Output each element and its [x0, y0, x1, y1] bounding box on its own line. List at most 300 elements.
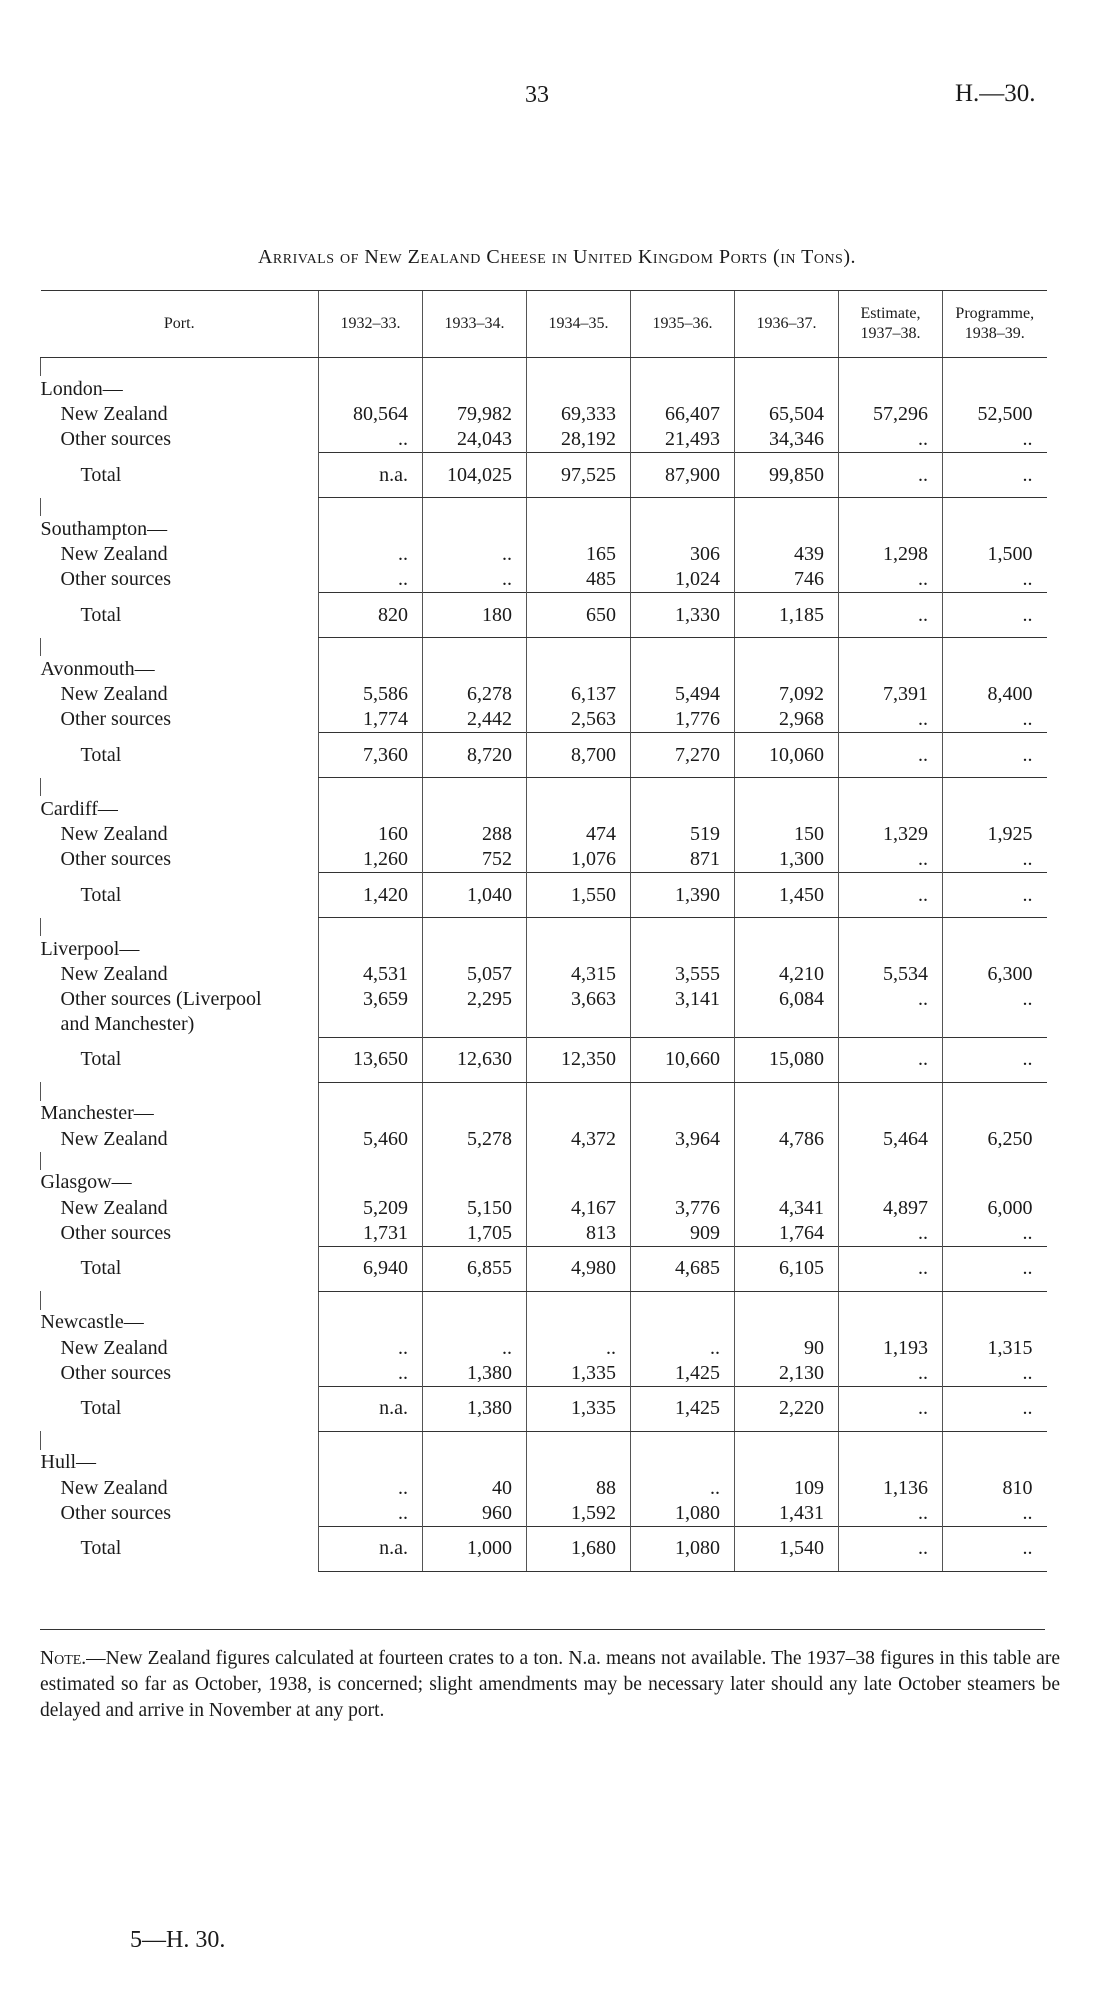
- total-cell: ..: [943, 1526, 1047, 1571]
- total-cell: ..: [943, 873, 1047, 918]
- spacer-cell: [41, 498, 319, 517]
- empty-cell: [527, 936, 631, 962]
- empty-cell: [943, 1170, 1047, 1196]
- spacer-cell: [319, 1291, 423, 1310]
- value-cell: ..: [943, 1221, 1047, 1247]
- empty-cell: [527, 1450, 631, 1476]
- empty-cell: [735, 796, 839, 822]
- row-label: [41, 1501, 319, 1527]
- total-cell: 15,080: [735, 1037, 839, 1082]
- spacer-cell: [319, 778, 423, 797]
- spacer-row: [41, 1152, 1047, 1170]
- value-cell: 5,460: [319, 1127, 423, 1152]
- empty-cell: [319, 656, 423, 682]
- value-cell: 5,586: [319, 682, 423, 707]
- value-cell: 1,080: [631, 1501, 735, 1527]
- value-cell: 6,137: [527, 682, 631, 707]
- spacer-cell: [423, 778, 527, 797]
- empty-cell: [839, 1310, 943, 1336]
- row-label-text: New Zealand: [60, 823, 168, 845]
- value-cell: ..: [943, 1361, 1047, 1387]
- value-cell: 909: [631, 1221, 735, 1247]
- empty-cell: [319, 1310, 423, 1336]
- total-label: Total: [80, 1397, 122, 1419]
- value-cell: 150: [735, 822, 839, 847]
- value-cell: 1,329: [839, 822, 943, 847]
- value-cell: 24,043: [423, 427, 527, 453]
- document-reference: H.—30.: [955, 80, 1036, 107]
- value-cell: 288: [423, 822, 527, 847]
- empty-cell: [943, 1101, 1047, 1127]
- value-cell: ..: [527, 1336, 631, 1361]
- total-cell: 1,335: [527, 1386, 631, 1431]
- empty-cell: [319, 936, 423, 962]
- value-cell: 746: [735, 567, 839, 593]
- total-cell: n.a.: [319, 1386, 423, 1431]
- row-label: [41, 1361, 319, 1387]
- row-label: [41, 847, 319, 873]
- spacer-cell: [41, 1291, 319, 1310]
- spacer-cell: [631, 1082, 735, 1101]
- total-cell: 1,080: [631, 1526, 735, 1571]
- empty-cell: [423, 516, 527, 542]
- total-row: [41, 733, 1047, 778]
- value-cell: [631, 1012, 735, 1037]
- value-cell: 1,024: [631, 567, 735, 593]
- port-name: Avonmouth—: [40, 657, 155, 680]
- empty-cell: [943, 1450, 1047, 1476]
- value-cell: 7,092: [735, 682, 839, 707]
- table-row: [41, 682, 1047, 707]
- spacer-cell: [423, 638, 527, 657]
- value-cell: 88: [527, 1476, 631, 1501]
- total-cell: 87,900: [631, 453, 735, 498]
- total-cell: 10,060: [735, 733, 839, 778]
- value-cell: 6,300: [943, 962, 1047, 987]
- total-row: [41, 873, 1047, 918]
- spacer-cell: [527, 918, 631, 937]
- empty-cell: [631, 376, 735, 402]
- value-cell: 1,500: [943, 542, 1047, 567]
- column-header: 1932–33.: [319, 291, 423, 358]
- value-cell: 2,295: [423, 987, 527, 1012]
- total-label: Total: [80, 463, 122, 486]
- column-header: 1933–34.: [423, 291, 527, 358]
- value-cell: 5,209: [319, 1196, 423, 1221]
- footer-reference: 5—H. 30.: [130, 1927, 226, 1953]
- spacer-cell: [527, 638, 631, 657]
- value-cell: 474: [527, 822, 631, 847]
- total-cell: 1,420: [319, 873, 423, 918]
- total-row: [41, 1386, 1047, 1431]
- spacer-cell: [423, 1291, 527, 1310]
- table-row: [41, 1361, 1047, 1387]
- empty-cell: [839, 796, 943, 822]
- total-label: Total: [80, 603, 122, 626]
- value-cell: 2,130: [735, 1361, 839, 1387]
- value-cell: 1,425: [631, 1361, 735, 1387]
- total-cell: 6,855: [423, 1246, 527, 1291]
- note-lead: Note.: [40, 1648, 87, 1669]
- total-cell: 10,660: [631, 1037, 735, 1082]
- spacer-cell: [41, 358, 319, 377]
- empty-cell: [735, 1450, 839, 1476]
- spacer-cell: [943, 358, 1047, 377]
- port-header-row: [41, 1170, 1047, 1196]
- column-header: Programme, 1938–39.: [943, 291, 1047, 358]
- row-label: [41, 542, 319, 567]
- row-label-text: Other sources: [60, 708, 172, 731]
- value-cell: 2,442: [423, 707, 527, 733]
- table-row: [41, 987, 1047, 1012]
- total-cell: ..: [839, 733, 943, 778]
- spacer-cell: [839, 1152, 943, 1170]
- total-cell: 650: [527, 593, 631, 638]
- table-row: [41, 542, 1047, 567]
- value-cell: ..: [319, 1336, 423, 1361]
- value-cell: 6,278: [423, 682, 527, 707]
- port-header-row: [41, 936, 1047, 962]
- spacer-cell: [943, 918, 1047, 937]
- value-cell: 4,341: [735, 1196, 839, 1221]
- spacer-cell: [41, 1152, 319, 1170]
- value-cell: 1,431: [735, 1501, 839, 1527]
- empty-cell: [631, 1170, 735, 1196]
- value-cell: 5,464: [839, 1127, 943, 1152]
- arrivals-table: [40, 290, 1047, 1572]
- empty-cell: [527, 516, 631, 542]
- port-name: Glasgow—: [40, 1171, 132, 1193]
- value-cell: ..: [943, 987, 1047, 1012]
- spacer-cell: [631, 918, 735, 937]
- spacer-cell: [839, 358, 943, 377]
- value-cell: 3,555: [631, 962, 735, 987]
- value-cell: 485: [527, 567, 631, 593]
- column-header: Estimate, 1937–38.: [839, 291, 943, 358]
- value-cell: 4,531: [319, 962, 423, 987]
- value-cell: 65,504: [735, 402, 839, 427]
- spacer-cell: [839, 778, 943, 797]
- value-cell: ..: [839, 987, 943, 1012]
- value-cell: 4,315: [527, 962, 631, 987]
- row-label: [41, 962, 319, 987]
- empty-cell: [735, 1170, 839, 1196]
- empty-cell: [527, 1310, 631, 1336]
- value-cell: 80,564: [319, 402, 423, 427]
- value-cell: ..: [319, 1361, 423, 1387]
- port-header-row: [41, 1450, 1047, 1476]
- spacer-cell: [943, 1152, 1047, 1170]
- total-label: Total: [80, 743, 122, 766]
- empty-cell: [839, 1101, 943, 1127]
- row-label-text: New Zealand: [60, 963, 168, 985]
- value-cell: ..: [631, 1336, 735, 1361]
- row-label-text: New Zealand: [60, 1476, 168, 1499]
- total-cell: 1,040: [423, 873, 527, 918]
- empty-cell: [735, 1101, 839, 1127]
- total-cell: 1,540: [735, 1526, 839, 1571]
- spacer-row: [41, 358, 1047, 377]
- value-cell: 519: [631, 822, 735, 847]
- spacer-cell: [527, 498, 631, 517]
- value-cell: 28,192: [527, 427, 631, 453]
- table-header-row: [41, 291, 1047, 358]
- total-cell: 1,550: [527, 873, 631, 918]
- value-cell: 5,494: [631, 682, 735, 707]
- table-row: [41, 1196, 1047, 1221]
- row-label-text: New Zealand: [60, 543, 168, 565]
- row-label: [41, 682, 319, 707]
- spacer-cell: [319, 1082, 423, 1101]
- empty-cell: [319, 796, 423, 822]
- total-cell: 180: [423, 593, 527, 638]
- spacer-cell: [839, 498, 943, 517]
- value-cell: 1,776: [631, 707, 735, 733]
- spacer-cell: [41, 1082, 319, 1101]
- value-cell: 4,786: [735, 1127, 839, 1152]
- value-cell: 90: [735, 1336, 839, 1361]
- empty-cell: [735, 1310, 839, 1336]
- total-cell: 1,185: [735, 593, 839, 638]
- empty-cell: [735, 516, 839, 542]
- column-header: 1934–35.: [527, 291, 631, 358]
- spacer-cell: [839, 1291, 943, 1310]
- row-label: [41, 707, 319, 733]
- row-label: [41, 427, 319, 453]
- value-cell: ..: [319, 427, 423, 453]
- empty-cell: [527, 656, 631, 682]
- total-row: [41, 453, 1047, 498]
- total-cell: 1,390: [631, 873, 735, 918]
- table-title: Arrivals of New Zealand Cheese in United Kingdom Ports (in Tons).: [257, 246, 856, 268]
- total-cell: n.a.: [319, 1526, 423, 1571]
- port-header-row: [41, 376, 1047, 402]
- value-cell: 6,250: [943, 1127, 1047, 1152]
- spacer-cell: [319, 1152, 423, 1170]
- empty-cell: [943, 376, 1047, 402]
- value-cell: 52,500: [943, 402, 1047, 427]
- spacer-cell: [839, 918, 943, 937]
- spacer-cell: [943, 1291, 1047, 1310]
- spacer-cell: [631, 498, 735, 517]
- empty-cell: [527, 1170, 631, 1196]
- total-cell: ..: [943, 1246, 1047, 1291]
- table-row: [41, 1501, 1047, 1527]
- spacer-cell: [41, 638, 319, 657]
- total-cell: 1,450: [735, 873, 839, 918]
- spacer-cell: [631, 1152, 735, 1170]
- row-label-text: New Zealand: [60, 1196, 168, 1219]
- value-cell: 4,210: [735, 962, 839, 987]
- value-cell: 1,260: [319, 847, 423, 873]
- value-cell: ..: [943, 1501, 1047, 1527]
- value-cell: 66,407: [631, 402, 735, 427]
- total-label: Total: [80, 1048, 122, 1070]
- total-cell: ..: [943, 453, 1047, 498]
- total-cell: 13,650: [319, 1037, 423, 1082]
- empty-cell: [631, 516, 735, 542]
- total-cell: 97,525: [527, 453, 631, 498]
- value-cell: ..: [943, 847, 1047, 873]
- total-cell: 6,105: [735, 1246, 839, 1291]
- empty-cell: [631, 656, 735, 682]
- row-label: [41, 822, 319, 847]
- spacer-cell: [735, 1082, 839, 1101]
- total-cell: 1,000: [423, 1526, 527, 1571]
- total-cell: ..: [943, 593, 1047, 638]
- value-cell: 109: [735, 1476, 839, 1501]
- spacer-cell: [319, 498, 423, 517]
- port-name: Southampton—: [40, 517, 168, 540]
- total-cell: ..: [839, 1037, 943, 1082]
- empty-cell: [527, 1101, 631, 1127]
- spacer-cell: [631, 638, 735, 657]
- value-cell: 3,776: [631, 1196, 735, 1221]
- total-cell: ..: [839, 1246, 943, 1291]
- table-row: [41, 1012, 1047, 1037]
- row-label-text: New Zealand: [60, 683, 168, 705]
- spacer-cell: [319, 918, 423, 937]
- value-cell: ..: [423, 542, 527, 567]
- value-cell: 69,333: [527, 402, 631, 427]
- spacer-row: [41, 638, 1047, 657]
- spacer-row: [41, 778, 1047, 797]
- spacer-cell: [631, 1291, 735, 1310]
- value-cell: 1,731: [319, 1221, 423, 1247]
- spacer-cell: [423, 1431, 527, 1450]
- value-cell: 1,705: [423, 1221, 527, 1247]
- port-name: London—: [40, 377, 123, 400]
- total-cell: ..: [839, 1526, 943, 1571]
- value-cell: [943, 1012, 1047, 1037]
- value-cell: 1,380: [423, 1361, 527, 1387]
- value-cell: 439: [735, 542, 839, 567]
- total-cell: 4,685: [631, 1246, 735, 1291]
- row-label-text: Other sources: [60, 1501, 172, 1524]
- value-cell: [423, 1012, 527, 1037]
- spacer-cell: [943, 778, 1047, 797]
- total-row: [41, 1246, 1047, 1291]
- spacer-cell: [943, 498, 1047, 517]
- spacer-cell: [527, 358, 631, 377]
- value-cell: 1,764: [735, 1221, 839, 1247]
- table-row: [41, 402, 1047, 427]
- value-cell: 3,663: [527, 987, 631, 1012]
- note-text: —New Zealand figures calculated at fourteen crates to a ton. N.a. means not available. The 1937–38 figures in this table are estimated so far as October, 1938, is concerned; slight amendments may be necessary later should any late October steamers be delayed and arrive in November at any port.: [40, 1648, 1060, 1721]
- empty-cell: [943, 1310, 1047, 1336]
- value-cell: 4,372: [527, 1127, 631, 1152]
- spacer-cell: [423, 918, 527, 937]
- empty-cell: [839, 656, 943, 682]
- table-row: [41, 1221, 1047, 1247]
- spacer-cell: [41, 778, 319, 797]
- value-cell: 1,076: [527, 847, 631, 873]
- table-row: [41, 707, 1047, 733]
- spacer-row: [41, 918, 1047, 937]
- spacer-cell: [943, 1082, 1047, 1101]
- spacer-row: [41, 1082, 1047, 1101]
- table-row: [41, 847, 1047, 873]
- total-row: [41, 1037, 1047, 1082]
- total-row: [41, 1526, 1047, 1571]
- total-cell: 8,720: [423, 733, 527, 778]
- value-cell: ..: [839, 1501, 943, 1527]
- value-cell: 34,346: [735, 427, 839, 453]
- port-name: Liverpool—: [40, 937, 140, 960]
- spacer-cell: [423, 498, 527, 517]
- total-cell: 7,270: [631, 733, 735, 778]
- value-cell: 1,193: [839, 1336, 943, 1361]
- empty-cell: [839, 1450, 943, 1476]
- total-cell: 1,425: [631, 1386, 735, 1431]
- spacer-cell: [943, 1431, 1047, 1450]
- total-cell: 2,220: [735, 1386, 839, 1431]
- row-label-text: New Zealand: [60, 1127, 168, 1150]
- value-cell: ..: [423, 567, 527, 593]
- row-label: [41, 1221, 319, 1247]
- empty-cell: [943, 516, 1047, 542]
- row-label: [41, 1476, 319, 1501]
- spacer-cell: [41, 918, 319, 937]
- total-cell: 7,360: [319, 733, 423, 778]
- total-label: Total: [80, 1537, 122, 1559]
- row-label: [41, 1012, 319, 1037]
- port-header-row: [41, 796, 1047, 822]
- total-cell: ..: [943, 1037, 1047, 1082]
- port-header-row: [41, 1101, 1047, 1127]
- spacer-row: [41, 1291, 1047, 1310]
- spacer-cell: [319, 358, 423, 377]
- value-cell: 4,897: [839, 1196, 943, 1221]
- row-label: [41, 567, 319, 593]
- value-cell: 1,925: [943, 822, 1047, 847]
- table-row: [41, 567, 1047, 593]
- spacer-cell: [631, 1431, 735, 1450]
- total-cell: ..: [839, 453, 943, 498]
- empty-cell: [319, 1170, 423, 1196]
- table-note: [40, 1646, 1060, 1724]
- empty-cell: [423, 1170, 527, 1196]
- port-name: Hull—: [40, 1451, 97, 1473]
- value-cell: 5,057: [423, 962, 527, 987]
- column-header: 1936–37.: [735, 291, 839, 358]
- total-label: Total: [80, 883, 122, 906]
- value-cell: [527, 1012, 631, 1037]
- port-header-row: [41, 516, 1047, 542]
- empty-cell: [631, 1101, 735, 1127]
- row-label-text: Other sources: [60, 1361, 172, 1384]
- column-header: Port.: [41, 291, 319, 358]
- empty-cell: [631, 1310, 735, 1336]
- row-label: [41, 402, 319, 427]
- value-cell: ..: [943, 427, 1047, 453]
- empty-cell: [319, 1101, 423, 1127]
- total-label: Total: [80, 1257, 122, 1279]
- empty-cell: [423, 796, 527, 822]
- value-cell: 160: [319, 822, 423, 847]
- spacer-cell: [527, 778, 631, 797]
- spacer-cell: [735, 358, 839, 377]
- row-label-text: Other sources: [60, 428, 172, 451]
- empty-cell: [839, 376, 943, 402]
- empty-cell: [423, 1101, 527, 1127]
- value-cell: 1,300: [735, 847, 839, 873]
- spacer-cell: [735, 1152, 839, 1170]
- empty-cell: [735, 656, 839, 682]
- row-label-text: New Zealand: [60, 1336, 168, 1359]
- value-cell: [735, 1012, 839, 1037]
- value-cell: 3,659: [319, 987, 423, 1012]
